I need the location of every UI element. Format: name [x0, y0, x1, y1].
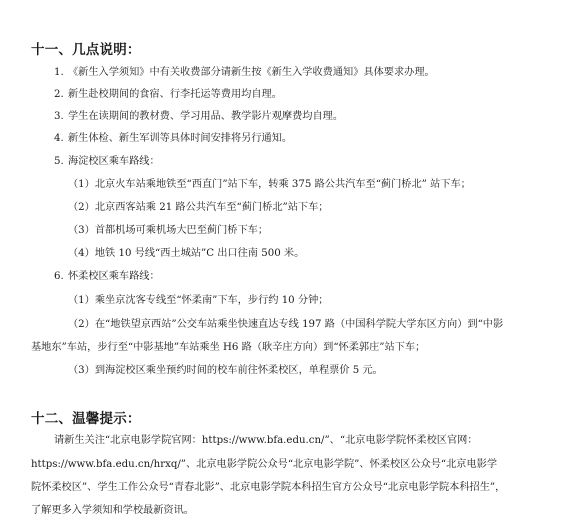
- item-number: 2.: [54, 89, 64, 100]
- item-text: 海淀校区乘车路线：: [68, 156, 160, 167]
- item-number: 5.: [54, 156, 64, 167]
- tip-text: https://www.bfa.edu.cn/hrxq/”、北京电影学院公众号“北京电影学院”、怀柔校区公众号“北京电影学: [31, 459, 498, 470]
- tip-text: 了解更多入学须知和学校最新资讯。: [31, 505, 194, 516]
- item-number: 3.: [54, 111, 64, 122]
- section-11-title: 十一、几点说明：: [31, 42, 141, 58]
- item-number: 1.: [54, 67, 64, 78]
- section-12-title: 十二、温馨提示：: [31, 411, 141, 427]
- item-text: 怀柔校区乘车路线：: [68, 271, 160, 282]
- huairou-route: （3）到海淀校区乘坐预约时间的校车前往怀柔校区，单程票价 5 元。: [68, 365, 383, 376]
- huairou-route-continued: 基地东”车站，步行至“中影基地”车站乘坐 H6 路（耿辛庄方向）到“怀柔郭庄”站下车；: [31, 342, 426, 353]
- haidian-route: （1）北京火车站乘地铁至“西直门”站下车，转乘 375 路公共汽车至“蓟门桥北” 站下车；: [68, 179, 471, 190]
- huairou-route: （1）乘坐京沈客专线至“怀柔南”下车，步行约 10 分钟；: [68, 295, 329, 306]
- item-text: 新生赴校期间的食宿、行李托运等费用均自理。: [68, 89, 282, 100]
- haidian-route: （3）首都机场可乘机场大巴至蓟门桥下车；: [68, 225, 269, 236]
- haidian-route: （2）北京西客站乘 21 路公共汽车至“蓟门桥北”站下车；: [68, 202, 329, 213]
- item-number: 4.: [54, 133, 64, 144]
- tip-text: 请新生关注“北京电影学院官网：https://www.bfa.edu.cn/”、“北京电影学院怀柔校区官网：: [54, 435, 478, 446]
- huairou-route: （2）在“地铁望京西站”公交车站乘坐快速直达专线 197 路（中国科学院大学东区方向）到“中影: [68, 319, 504, 330]
- item-text: 新生体检、新生军训等具体时间安排将另行通知。: [68, 133, 293, 144]
- item-number: 6.: [54, 271, 64, 282]
- item-text: 学生在读期间的教材费、学习用品、教学影片观摩费均自理。: [68, 111, 344, 122]
- haidian-route: （4）地铁 10 号线“西土城站”C 出口往南 500 米。: [68, 248, 305, 259]
- item-text: 《新生入学须知》中有关收费部分请新生按《新生入学收费通知》具体要求办理。: [68, 67, 435, 78]
- tip-text: 院怀柔校区”、学生工作公众号“青春北影”、北京电影学院本科招生官方公众号“北京电影学院本科招生”，: [31, 482, 506, 493]
